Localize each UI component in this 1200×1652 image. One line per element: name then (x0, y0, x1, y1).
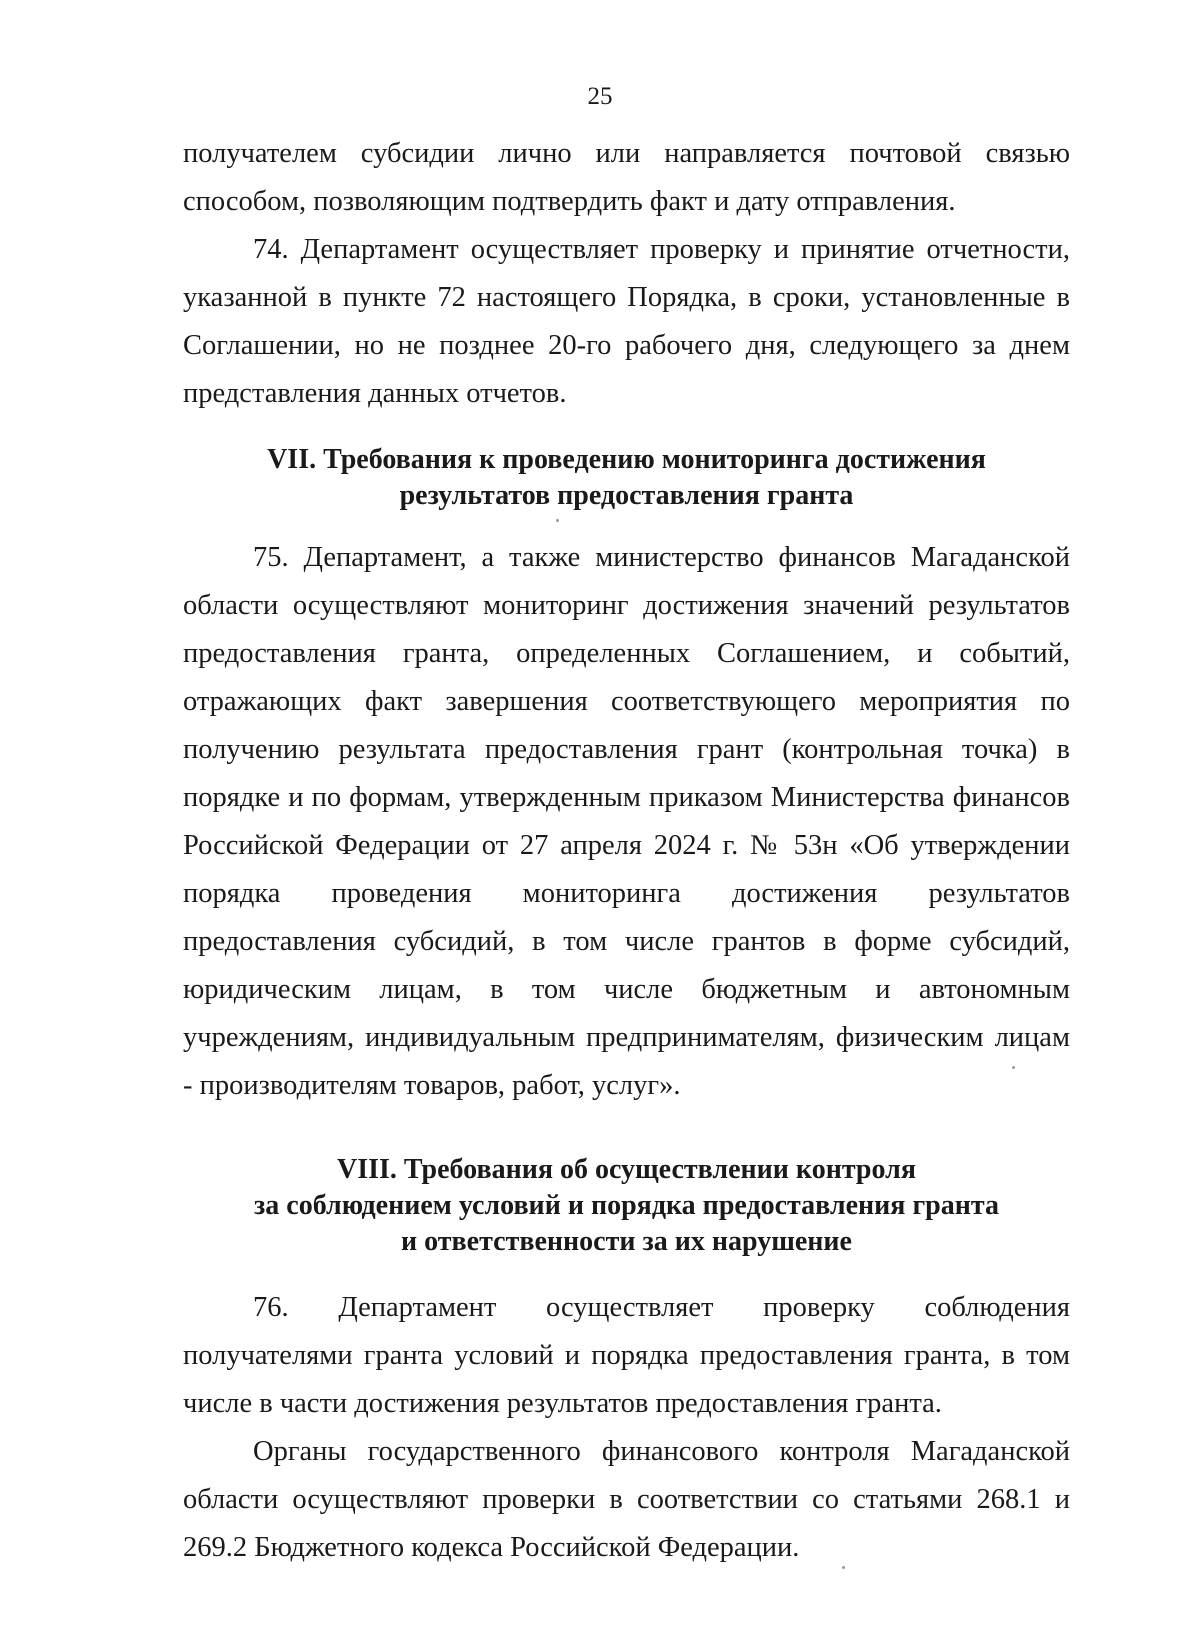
section-8-heading-line-1: VIII. Требования об осуществлении контроля (337, 1154, 916, 1185)
page-number: 25 (587, 83, 613, 110)
section-7-heading-line-2: результатов предоставления гранта (399, 480, 854, 511)
scan-speck (556, 519, 559, 522)
section-8-heading-line-3: и ответственности за их нарушение (401, 1226, 852, 1257)
section-8-heading (183, 1152, 1070, 1260)
paragraph-control-bodies: Органы государственного финансового контроля Магаданской области осуществляют проверки в соответствии со статьями 268.1 и 269.2 Бюджетного кодекса Российской Федерации. (183, 1436, 1070, 1563)
paragraph-76: 76. Департамент осуществляет проверку соблюдения получателями гранта условий и порядка предоставления гранта, в том числе в части достижения результатов предоставления гранта. (183, 1292, 1070, 1419)
section-8-heading-line-2: за соблюдением условий и порядка предоставления гранта (254, 1190, 999, 1221)
section-7-heading (183, 442, 1070, 514)
scan-speck (1012, 1066, 1015, 1069)
scan-speck (842, 1566, 845, 1569)
document-body (183, 130, 1070, 1572)
paragraph-continuation: получателем субсидии лично или направляется почтовой связью способом, позволяющим подтвердить факт и дату отправления. (183, 138, 1070, 217)
paragraph-75: 75. Департамент, а также министерство финансов Магаданской области осуществляют мониторинг достижения значений результатов предоставления гранта, определенных Соглашением, и событий, отражающих факт завершения соответствующего мероприятия по получению результата предоставления грант (контрольная точка) в порядке и по формам, утвержденным приказом Министерства финансов Российской Федерации от 27 апреля 2024 г. № 53н «Об утверждении порядка проведения мониторинга достижения результатов предоставления субсидий, в том числе грантов в форме субсидий, юридическим лицам, в том числе бюджетным и автономным учреждениям, индивидуальным предпринимателям, физическим лицам - производителям товаров, работ, услуг». (183, 542, 1070, 1101)
section-7-heading-line-1: VII. Требования к проведению мониторинга достижения (267, 444, 986, 475)
paragraph-74: 74. Департамент осуществляет проверку и принятие отчетности, указанной в пункте 72 настоящего Порядка, в сроки, установленные в Соглашении, но не позднее 20-го рабочего дня, следующего за днем представления данных отчетов. (183, 234, 1070, 409)
